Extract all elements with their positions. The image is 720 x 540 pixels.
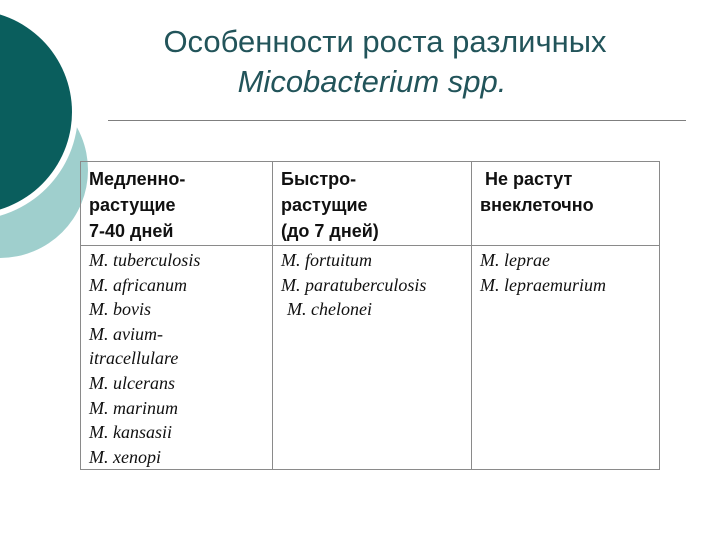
header-text: (до 7 дней) [281,221,379,241]
species-item: itracellulare [89,348,179,369]
species-item: M. tuberculosis [89,250,201,270]
header-text: внеклеточно [480,195,594,215]
page-title [60,22,710,102]
non-extracellular-species [472,246,660,470]
title-divider [108,120,686,121]
species-item: M. kansasii [89,422,172,443]
species-item: M. bovis [89,299,151,320]
header-fast-growing [273,162,472,246]
species-item: M. fortuitum [281,250,373,270]
header-slow-growing [81,162,273,246]
species-item: M. avium- [89,323,163,344]
species-item: M. leprae [480,250,550,270]
header-text: Не растут [480,169,573,189]
species-item: M. chelonei [287,299,372,320]
species-item: M. lepraemurium [480,274,606,295]
title-line-1: Особенности роста различных [163,24,607,59]
header-text: растущие [281,195,368,215]
species-item: M. paratuberculosis [281,274,427,295]
header-text: Медленно- [89,169,186,189]
species-item: M. xenopi [89,446,161,467]
header-text: 7-40 дней [89,221,174,241]
title-line-2: Micobacterium spp. [237,64,507,99]
header-text: Быстро- [281,169,357,189]
table-row [81,246,660,470]
header-text: растущие [89,195,176,215]
fast-growing-species [273,246,472,470]
species-item: M. ulcerans [89,372,175,393]
header-row [81,162,660,246]
species-item: M. africanum [89,274,187,295]
growth-table [80,161,660,470]
slow-growing-species [81,246,273,470]
species-item: M. marinum [89,397,178,418]
header-no-extracellular-growth [472,162,660,246]
